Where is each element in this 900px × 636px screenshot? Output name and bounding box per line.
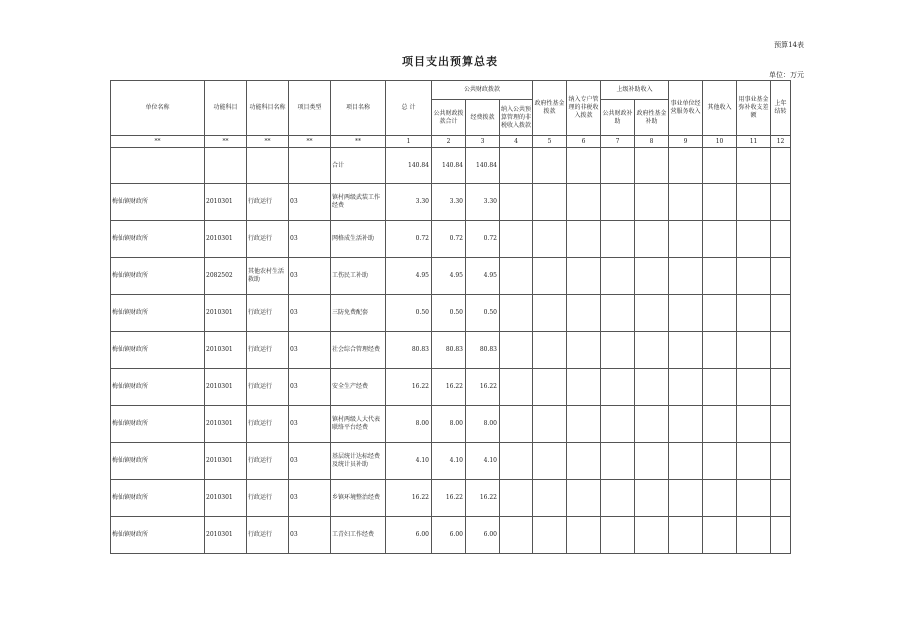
index-cell: 11 (737, 136, 771, 148)
header-upper-public: 公共财政补助 (601, 100, 635, 136)
empty-cell (703, 295, 737, 332)
empty-cell (500, 369, 533, 406)
empty-cell (601, 295, 635, 332)
cell-func-code: 2010301 (205, 369, 247, 406)
index-cell: 8 (635, 136, 669, 148)
cell-proj-name: 网格成生活补助 (331, 221, 386, 258)
header-proj-name: 项目名称 (331, 81, 386, 136)
cell-pb-total: 4.95 (432, 258, 466, 295)
empty-cell (703, 369, 737, 406)
index-cell: 7 (601, 136, 635, 148)
empty-cell (703, 443, 737, 480)
empty-cell (703, 480, 737, 517)
empty-cell (601, 443, 635, 480)
cell-pb-funds: 0.50 (466, 295, 500, 332)
table-row (111, 369, 791, 406)
cell-func-code: 2010301 (205, 406, 247, 443)
cell-func-code: 2010301 (205, 332, 247, 369)
cell-pb-funds: 80.83 (466, 332, 500, 369)
empty-cell (500, 258, 533, 295)
cell-pb-total: 3.30 (432, 184, 466, 221)
empty-cell (533, 332, 567, 369)
empty-cell (533, 295, 567, 332)
index-cell: 12 (771, 136, 791, 148)
empty-cell (500, 221, 533, 258)
cell-proj-type: 03 (289, 295, 331, 332)
header-public-budget: 公共财政拨款 (432, 81, 533, 100)
header-fund-balance: 用事业基金弥补收支差额 (737, 81, 771, 136)
index-cell: ** (331, 136, 386, 148)
empty-cell (771, 258, 791, 295)
summary-row (111, 148, 791, 184)
empty-cell (703, 221, 737, 258)
header-gov-fund: 政府性基金拨款 (533, 81, 567, 136)
empty-cell (635, 517, 669, 554)
cell-total: 8.00 (386, 406, 432, 443)
table-row (111, 406, 791, 443)
cell-func-name: 行政运行 (247, 332, 289, 369)
empty-cell (567, 332, 601, 369)
empty-cell (533, 406, 567, 443)
empty-cell (771, 443, 791, 480)
page-title: 项目支出预算总表 (402, 55, 498, 68)
index-cell: 6 (567, 136, 601, 148)
empty-cell (601, 406, 635, 443)
empty-cell (500, 443, 533, 480)
empty-cell (635, 332, 669, 369)
empty-cell (669, 221, 703, 258)
empty-cell (771, 184, 791, 221)
cell-pb-total: 80.83 (432, 332, 466, 369)
cell-func-name: 行政运行 (247, 184, 289, 221)
table-row (111, 295, 791, 332)
cell-unit-name: 梅仙镇财政所 (111, 221, 205, 258)
cell-pb-funds: 16.22 (466, 480, 500, 517)
summary-pb-total: 140.84 (432, 148, 466, 184)
empty-cell (669, 406, 703, 443)
cell-total: 4.95 (386, 258, 432, 295)
empty-cell (500, 517, 533, 554)
empty-cell (500, 184, 533, 221)
cell-proj-name: 乡镇环境整治经费 (331, 480, 386, 517)
empty-cell (703, 517, 737, 554)
empty-cell (500, 332, 533, 369)
empty-cell (601, 517, 635, 554)
cell-total: 0.72 (386, 221, 432, 258)
empty-cell (669, 443, 703, 480)
empty-cell (567, 221, 601, 258)
empty-cell (669, 517, 703, 554)
cell-pb-total: 6.00 (432, 517, 466, 554)
cell-unit-name: 梅仙镇财政所 (111, 406, 205, 443)
header-total: 总 计 (386, 81, 432, 136)
cell-pb-funds: 0.72 (466, 221, 500, 258)
header-service-income: 事业单位经营服务收入 (669, 81, 703, 136)
cell-proj-type: 03 (289, 517, 331, 554)
cell-unit-name: 梅仙镇财政所 (111, 517, 205, 554)
header-pb-funds: 经费拨款 (466, 100, 500, 136)
table-row (111, 184, 791, 221)
empty-cell (737, 406, 771, 443)
empty-cell (635, 406, 669, 443)
cell-proj-name: 镇村两级武装工作经费 (331, 184, 386, 221)
empty-cell (533, 184, 567, 221)
cell-func-name: 其他农村生活救助 (247, 258, 289, 295)
index-row (111, 136, 791, 148)
cell-unit-name: 梅仙镇财政所 (111, 295, 205, 332)
empty-cell (737, 517, 771, 554)
empty-cell (601, 184, 635, 221)
cell-unit-name: 梅仙镇财政所 (111, 369, 205, 406)
cell-proj-name: 工青妇工作经费 (331, 517, 386, 554)
cell-func-code: 2010301 (205, 221, 247, 258)
empty-cell (771, 517, 791, 554)
cell-pb-total: 0.72 (432, 221, 466, 258)
empty-cell (737, 480, 771, 517)
cell-proj-type: 03 (289, 332, 331, 369)
empty-cell (567, 443, 601, 480)
cell-proj-type: 03 (289, 258, 331, 295)
empty-cell (635, 480, 669, 517)
cell-proj-type: 03 (289, 480, 331, 517)
empty-cell (669, 480, 703, 517)
empty-cell (771, 480, 791, 517)
index-cell: 1 (386, 136, 432, 148)
cell-proj-type: 03 (289, 406, 331, 443)
empty-cell (737, 258, 771, 295)
table-number-label: 预算14表 (774, 41, 804, 49)
cell-pb-total: 8.00 (432, 406, 466, 443)
header-upper-subsidy: 上级补助收入 (601, 81, 669, 100)
empty-cell (601, 480, 635, 517)
summary-total: 140.84 (386, 148, 432, 184)
cell-proj-name: 镇村两级人大代表联络平台经费 (331, 406, 386, 443)
index-cell: 4 (500, 136, 533, 148)
empty-cell (533, 369, 567, 406)
header-func-code: 功能科目 (205, 81, 247, 136)
header-func-name: 功能科目名称 (247, 81, 289, 136)
cell-proj-type: 03 (289, 184, 331, 221)
empty-cell (635, 369, 669, 406)
header-special-account: 纳入专户管理的非税收入拨款 (567, 81, 601, 136)
cell-pb-total: 4.10 (432, 443, 466, 480)
index-cell: 3 (466, 136, 500, 148)
cell-func-name: 行政运行 (247, 480, 289, 517)
empty-cell (533, 480, 567, 517)
empty-cell (533, 221, 567, 258)
empty-cell (771, 406, 791, 443)
cell-total: 0.50 (386, 295, 432, 332)
cell-unit-name: 梅仙镇财政所 (111, 443, 205, 480)
header-other-income: 其他收入 (703, 81, 737, 136)
empty-cell (669, 258, 703, 295)
cell-pb-funds: 6.00 (466, 517, 500, 554)
index-cell: 2 (432, 136, 466, 148)
empty-cell (601, 258, 635, 295)
empty-cell (737, 369, 771, 406)
empty-cell (669, 184, 703, 221)
empty-cell (567, 295, 601, 332)
empty-cell (635, 258, 669, 295)
empty-cell (771, 369, 791, 406)
empty-cell (737, 221, 771, 258)
cell-func-code: 2082502 (205, 258, 247, 295)
index-cell: ** (111, 136, 205, 148)
unit-label: 单位：万元 (769, 71, 804, 79)
cell-func-code: 2010301 (205, 295, 247, 332)
cell-pb-total: 0.50 (432, 295, 466, 332)
cell-func-name: 行政运行 (247, 295, 289, 332)
cell-proj-name: 工伤民工补助 (331, 258, 386, 295)
cell-pb-total: 16.22 (432, 480, 466, 517)
cell-total: 16.22 (386, 480, 432, 517)
summary-pb-funds: 140.84 (466, 148, 500, 184)
cell-proj-name: 社会综合管理经费 (331, 332, 386, 369)
empty-cell (771, 332, 791, 369)
empty-cell (635, 443, 669, 480)
empty-cell (771, 295, 791, 332)
table-row (111, 332, 791, 369)
cell-func-code: 2010301 (205, 443, 247, 480)
index-cell: 10 (703, 136, 737, 148)
empty-cell (601, 369, 635, 406)
empty-cell (567, 406, 601, 443)
cell-func-name: 行政运行 (247, 517, 289, 554)
cell-total: 3.30 (386, 184, 432, 221)
empty-cell (533, 258, 567, 295)
empty-cell (771, 221, 791, 258)
cell-func-name: 行政运行 (247, 443, 289, 480)
cell-func-code: 2010301 (205, 480, 247, 517)
cell-pb-total: 16.22 (432, 369, 466, 406)
empty-cell (567, 480, 601, 517)
cell-proj-name: 三防免费配套 (331, 295, 386, 332)
cell-unit-name: 梅仙镇财政所 (111, 258, 205, 295)
index-cell: ** (289, 136, 331, 148)
index-cell: ** (247, 136, 289, 148)
cell-proj-name: 基层统计达标经费及统计员补助 (331, 443, 386, 480)
empty-cell (669, 332, 703, 369)
empty-cell (703, 184, 737, 221)
cell-func-name: 行政运行 (247, 221, 289, 258)
cell-total: 16.22 (386, 369, 432, 406)
empty-cell (703, 258, 737, 295)
cell-func-name: 行政运行 (247, 406, 289, 443)
cell-pb-funds: 16.22 (466, 369, 500, 406)
header-unit-name: 单位名称 (111, 81, 205, 136)
index-cell: 9 (669, 136, 703, 148)
empty-cell (737, 184, 771, 221)
empty-cell (500, 295, 533, 332)
empty-cell (567, 258, 601, 295)
cell-pb-funds: 4.10 (466, 443, 500, 480)
empty-cell (533, 517, 567, 554)
cell-proj-type: 03 (289, 221, 331, 258)
index-cell: 5 (533, 136, 567, 148)
cell-proj-type: 03 (289, 443, 331, 480)
empty-cell (567, 184, 601, 221)
table-row (111, 258, 791, 295)
cell-unit-name: 梅仙镇财政所 (111, 332, 205, 369)
header-upper-gov: 政府性基金补助 (635, 100, 669, 136)
table-row (111, 443, 791, 480)
cell-unit-name: 梅仙镇财政所 (111, 184, 205, 221)
empty-cell (703, 332, 737, 369)
cell-pb-funds: 3.30 (466, 184, 500, 221)
cell-unit-name: 梅仙镇财政所 (111, 480, 205, 517)
empty-cell (737, 332, 771, 369)
empty-cell (500, 406, 533, 443)
header-pb-total: 公共财政拨款合计 (432, 100, 466, 136)
empty-cell (601, 221, 635, 258)
cell-func-code: 2010301 (205, 517, 247, 554)
empty-cell (635, 295, 669, 332)
budget-table (110, 80, 791, 554)
index-cell: ** (205, 136, 247, 148)
empty-cell (500, 480, 533, 517)
empty-cell (601, 332, 635, 369)
header-pb-nontax: 纳入公共预算管理的非税收入拨款 (500, 100, 533, 136)
empty-cell (567, 517, 601, 554)
empty-cell (737, 295, 771, 332)
empty-cell (737, 443, 771, 480)
table-row (111, 517, 791, 554)
empty-cell (533, 443, 567, 480)
empty-cell (635, 221, 669, 258)
cell-pb-funds: 4.95 (466, 258, 500, 295)
cell-proj-type: 03 (289, 369, 331, 406)
header-carryover: 上年结转 (771, 81, 791, 136)
cell-total: 4.10 (386, 443, 432, 480)
table-row (111, 221, 791, 258)
empty-cell (669, 295, 703, 332)
table-row (111, 480, 791, 517)
cell-total: 80.83 (386, 332, 432, 369)
empty-cell (567, 369, 601, 406)
empty-cell (669, 369, 703, 406)
empty-cell (703, 406, 737, 443)
summary-label: 合计 (331, 148, 386, 184)
cell-func-name: 行政运行 (247, 369, 289, 406)
cell-pb-funds: 8.00 (466, 406, 500, 443)
empty-cell (635, 184, 669, 221)
header-proj-type: 项目类型 (289, 81, 331, 136)
cell-total: 6.00 (386, 517, 432, 554)
cell-func-code: 2010301 (205, 184, 247, 221)
cell-proj-name: 安全生产经费 (331, 369, 386, 406)
